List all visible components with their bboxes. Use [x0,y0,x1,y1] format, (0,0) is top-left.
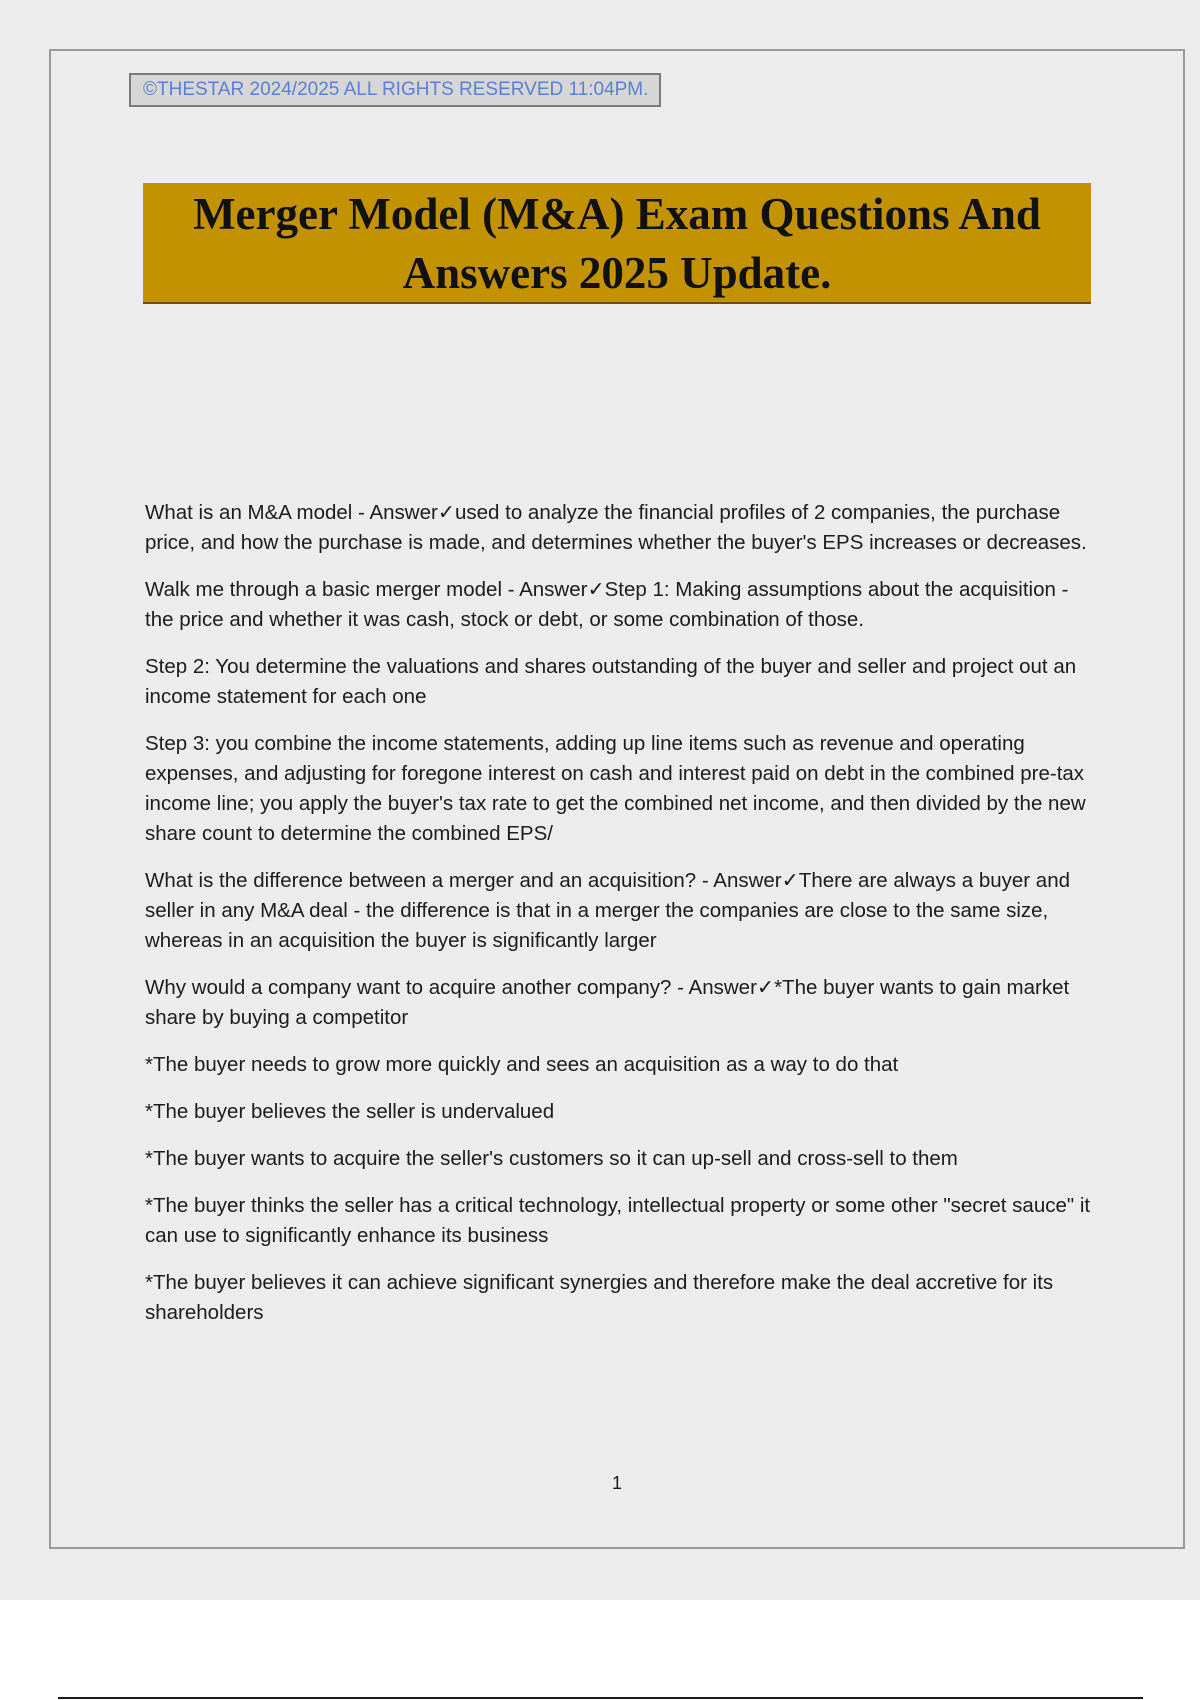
paragraph-reason-synergies: *The buyer believes it can achieve significant synergies and therefore make the deal accretive for its shareholders [145,1271,1054,1324]
divider [58,1697,1143,1699]
copyright-notice: ©THESTAR 2024/2025 ALL RIGHTS RESERVED 11:04PM. [129,73,661,107]
document-body [145,498,1095,1345]
page-number: 1 [611,1473,622,1493]
paragraph-basic-merger-model: Walk me through a basic merger model - Answer✓Step 1: Making assumptions about the acquisition - the price and whether it was cash, stock or debt, or some combination of those. [145,578,1069,631]
paragraph-reason-undervalued: *The buyer believes the seller is undervalued [145,1100,555,1123]
title-line-2: Answers 2025 Update. [402,248,832,298]
paragraph-step-2: Step 2: You determine the valuations and shares outstanding of the buyer and seller and project out an income statement for each one [145,655,1077,708]
title-line-1: Merger Model (M&A) Exam Questions And [193,189,1041,239]
paragraph-reason-customers: *The buyer wants to acquire the seller's customers so it can up-sell and cross-sell to them [145,1147,958,1170]
paragraph-step-3: Step 3: you combine the income statements, adding up line items such as revenue and operating expenses, and adjusting for foregone interest on cash and interest paid on debt in the combined pre-tax income line; you apply the buyer's tax rate to get the combined net income, and then divided by the new share count to determine the combined EPS/ [145,732,1086,845]
paragraph-merger-vs-acquisition: What is the difference between a merger and an acquisition? - Answer✓There are always a buyer and seller in any M&A deal - the difference is that in a merger the companies are close to the same size, whereas in an acquisition the buyer is significantly larger [145,869,1071,952]
paragraph-reason-grow: *The buyer needs to grow more quickly and sees an acquisition as a way to do that [145,1053,899,1076]
paragraph-what-is-ma-model: What is an M&A model - Answer✓used to analyze the financial profiles of 2 companies, the purchase price, and how the purchase is made, and determines whether the buyer's EPS increases or decreases. [145,501,1087,554]
paragraph-reason-technology: *The buyer thinks the seller has a critical technology, intellectual property or some other "secret sauce" it can use to significantly enhance its business [145,1194,1091,1247]
document-title [143,183,1091,304]
paragraph-why-acquire: Why would a company want to acquire another company? - Answer✓*The buyer wants to gain market share by buying a competitor [145,976,1070,1029]
